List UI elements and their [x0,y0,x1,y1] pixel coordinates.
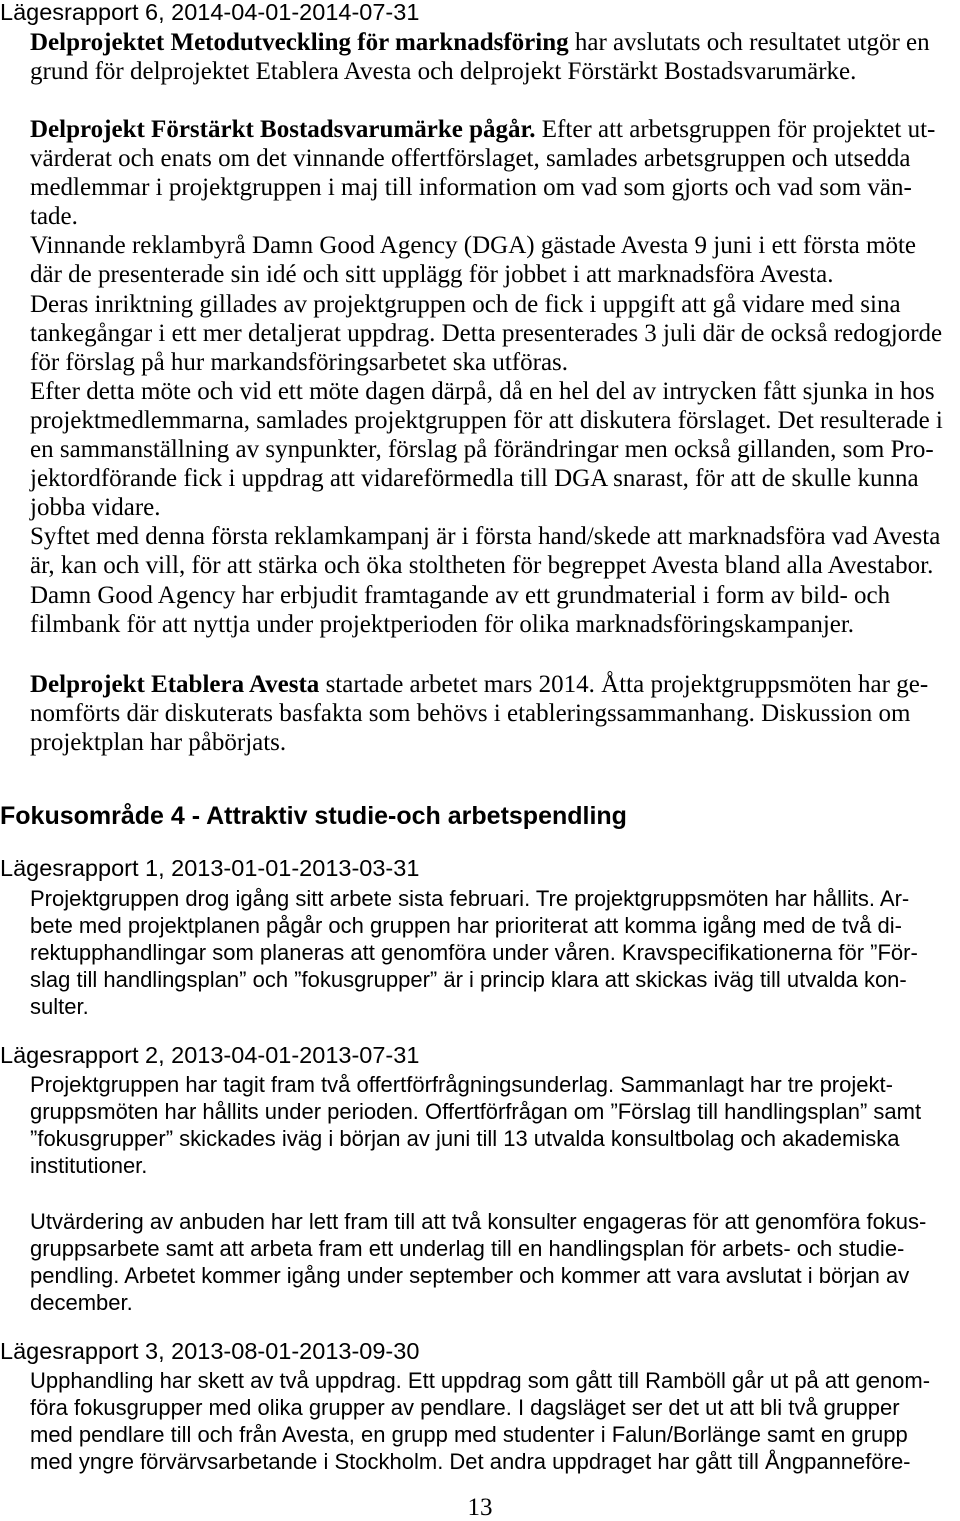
text-line [30,28,960,57]
text-line: pendling. Arbetet kommer igång under september och kommer att vara avslutat i början av [30,1263,910,1288]
text-line: bete med projektplanen pågår och gruppen har prioriterat att komma igång med de två di- [30,913,902,938]
text-line: Upphandling har skett av två uppdrag. Ett uppdrag som gått till Ramböll går ut på att genom- [30,1368,931,1393]
page-number: 13 [467,1494,493,1521]
report-1-heading: Lägesrapport 1, 2013-01-01-2013-03-31 [0,855,420,881]
report-6-heading: Lägesrapport 6, 2014-04-01-2014-07-31 [0,0,420,25]
text-line: Syftet med denna första reklamkampanj är i första hand/skede att marknadsföra vad Avesta [30,523,941,551]
report-2-heading: Lägesrapport 2, 2013-04-01-2013-07-31 [0,1042,420,1068]
text-line: grund för delprojektet Etablera Avesta och delprojekt Förstärkt Bostadsvarumärke. [30,58,857,85]
text-line: nomförts där diskuterats basfakta som behövs i etableringssammanhang. Diskussion om [30,700,911,727]
report-1-body [30,885,960,1020]
section-heading: Fokusområde 4 - Attraktiv studie-och arbetspendling [0,802,627,830]
text-line: slag till handlingsplan” och ”fokusgrupper” är i princip klara att skickas iväg till utvalda kon- [30,967,907,992]
report-3-body [30,1367,960,1475]
text-line: en sammanställning av synpunkter, förslag på förändringar men också gillanden, som Pro- [30,436,934,464]
text-line: för förslag på hur markandsföringsarbetet ska utföras. [30,348,569,376]
bold-lead: Delprojekt Etablera Avesta [30,671,320,698]
text-line: värderat och enats om det vinnande offertförslaget, samlades arbetsgruppen och utsedda [30,145,911,173]
text-line: tade. [30,203,78,231]
text-line [30,115,960,144]
text-line: med pendlare till och från Avesta, en grupp med studenter i Falun/Borlänge samt en grupp [30,1422,908,1447]
text-line: ”fokusgrupper” skickades iväg i början av juni till 13 utvalda konsultbolag och akademiska [30,1126,900,1151]
text-line: föra fokusgrupper med olika grupper av pendlare. I dagsläget ser det ut att bli två grupper [30,1395,900,1420]
paragraph-etablera-avesta [30,670,960,757]
report-3-heading: Lägesrapport 3, 2013-08-01-2013-09-30 [0,1338,420,1364]
text-line: är, kan och vill, för att stärka och öka stoltheten för begreppet Avesta bland alla Avestabor. [30,552,934,580]
text-line: gruppsmöten har hållits under perioden. Offertförfrågan om ”Förslag till handlingsplan” samt [30,1099,922,1124]
paragraph-metodutveckling [30,28,960,86]
text-line: institutioner. [30,1153,148,1178]
report-2-paragraph-2 [30,1208,960,1316]
text-line: projektplan har påbörjats. [30,729,287,756]
report-2-paragraph-1 [30,1071,960,1179]
text-run: har avslutats och resultatet utgör en [574,29,930,56]
text-line: Utvärdering av anbuden har lett fram till att två konsulter engageras för att genomföra fokus- [30,1209,927,1234]
text-line: Projektgruppen drog igång sitt arbete sista februari. Tre projektgruppsmöten har hållits. Ar- [30,886,910,911]
text-line: Projektgruppen har tagit fram två offertförfrågningsunderlag. Sammanlagt har tre projekt- [30,1072,893,1097]
text-line: tankegångar i ett mer detaljerat uppdrag. Detta presenterades 3 juli där de också redogjorde [30,319,943,347]
bold-lead: Delprojekt Förstärkt Bostadsvarumärke pågår. [30,116,536,143]
bold-lead: Delprojektet Metodutveckling för marknadsföring [30,29,569,56]
text-line: jobba vidare. [30,494,161,522]
text-run: startade arbetet mars 2014. Åtta projektgruppsmöten har ge- [325,671,929,698]
text-line [30,670,960,699]
text-line: där de presenterade sin idé och sitt upplägg för jobbet i att marknadsföra Avesta. [30,261,834,289]
text-line: rektupphandlingar som planeras att genomföra under våren. Kravspecifikationerna för ”För- [30,940,918,965]
text-line: med yngre förvärvsarbetande i Stockholm. Det andra uppdraget har gått till Ångpanneföre- [30,1449,911,1474]
text-line: Damn Good Agency har erbjudit framtagande av ett grundmaterial i form av bild- och [30,581,891,609]
text-line: projektmedlemmarna, samlades projektgruppen för att diskutera förslaget. Det resulterade i [30,406,943,434]
text-line: Efter detta möte och vid ett möte dagen därpå, då en hel del av intrycken fått sjunka in hos [30,377,935,405]
paragraph-bostadsvarumarke [30,115,960,639]
text-run: Efter att arbetsgruppen för projektet ut- [541,116,936,143]
text-line: filmbank för att nyttja under projektperioden för olika marknadsföringskampanjer. [30,610,855,638]
text-line: sulter. [30,994,89,1019]
text-line: Vinnande reklambyrå Damn Good Agency (DGA) gästade Avesta 9 juni i ett första möte [30,232,916,260]
text-line: december. [30,1290,133,1315]
text-line: Deras inriktning gillades av projektgruppen och de fick i uppgift att gå vidare med sina [30,290,901,318]
text-line: medlemmar i projektgruppen i maj till information om vad som gjorts och vad som vän- [30,174,912,202]
text-line: jektordförande fick i uppdrag att vidareförmedla till DGA snarast, för att de skulle kunna [30,465,919,493]
text-line: gruppsarbete samt att arbeta fram ett underlag till en handlingsplan för arbets- och studie- [30,1236,905,1261]
